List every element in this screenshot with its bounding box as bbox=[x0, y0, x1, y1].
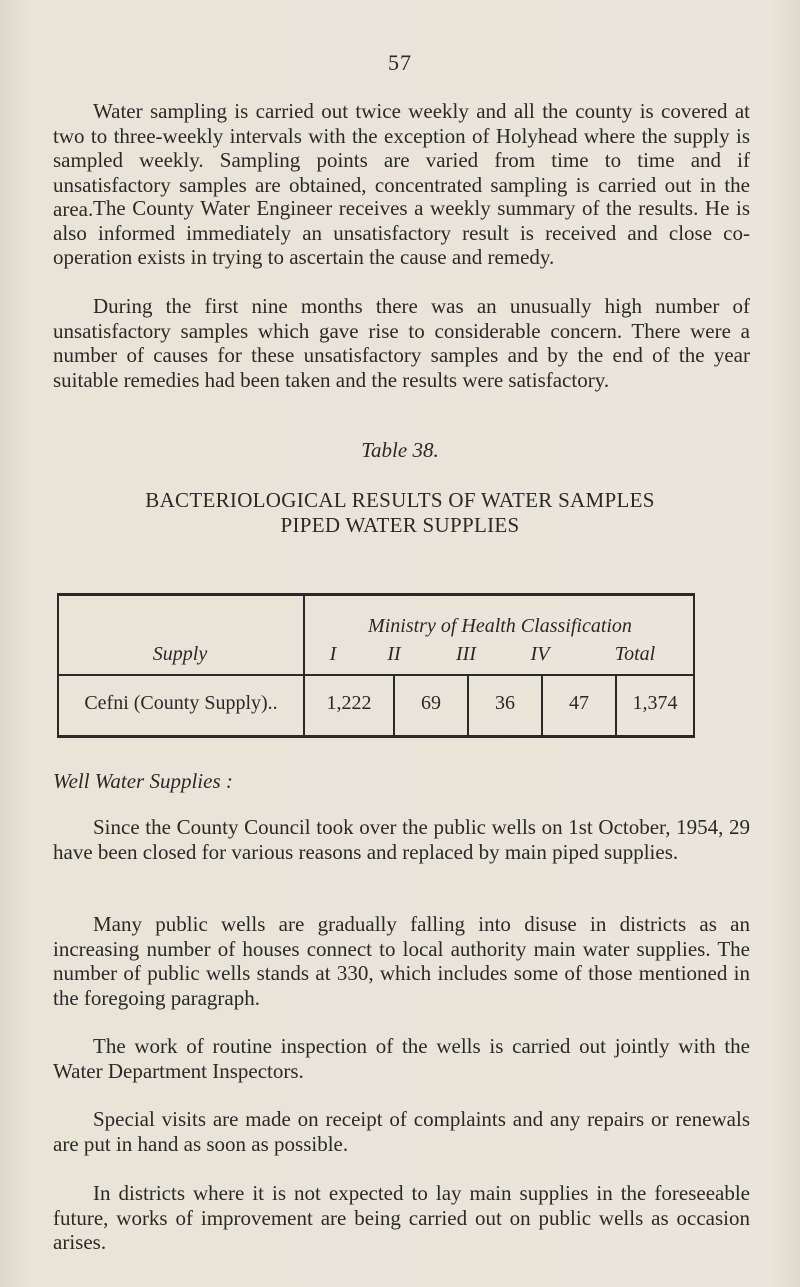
table-bottom-rule bbox=[57, 735, 695, 738]
table-header-rule bbox=[57, 674, 695, 676]
table-cell-col-3: 36 bbox=[495, 692, 515, 714]
paragraph-unsatisfactory-samples: During the first nine months there was an unusually high number of unsatisfactory samples which gave rise to considerable concern. There were a number of causes for these unsatisfactory samples and by the end of the year suitable remedies had been taken and the results were satisfactory. bbox=[53, 294, 750, 392]
table-row-supply: Cefni (County Supply).. bbox=[84, 692, 278, 714]
table-cell-col-1: 1,222 bbox=[326, 692, 372, 714]
paragraph-routine-inspection: The work of routine inspection of the wells is carried out jointly with the Water Department Inspectors. bbox=[53, 1034, 750, 1083]
table-cell-col-total: 1,374 bbox=[632, 692, 678, 714]
paragraph-water-sampling: Water sampling is carried out twice weekly and all the county is covered at two to three-weekly intervals with the exception of Holyhead where the supply is sampled weekly. Sampling points are varied from time to time and if unsatisfactory samples are obtained, concentrated sampling is carried out in the area. bbox=[53, 99, 750, 221]
page-number: 57 bbox=[388, 50, 412, 75]
paragraph-improvement-works: In districts where it is not expected to lay main supplies in the foreseeable future, works of improvement are being carried out on public wells as occasion arises. bbox=[53, 1181, 750, 1254]
paragraph-wells-closed: Since the County Council took over the public wells on 1st October, 1954, 29 have been closed for various reasons and replaced by main piped supplies. bbox=[53, 815, 750, 864]
paragraph-county-water-engineer: The County Water Engineer receives a weekly summary of the results. He is also informed immediately an unsatisfactory result is received and close co-operation exists in trying to ascertain the cause and remedy. bbox=[53, 196, 750, 269]
table-cell-col-2: 69 bbox=[421, 692, 441, 714]
table-header-col-4: IV bbox=[530, 643, 550, 665]
table-header-col-1: I bbox=[329, 643, 337, 665]
results-table bbox=[57, 593, 695, 738]
table-title-line-1: BACTERIOLOGICAL RESULTS OF WATER SAMPLES bbox=[145, 488, 655, 512]
table-header-col-2: II bbox=[387, 643, 401, 665]
table-cell-col-4: 47 bbox=[569, 692, 589, 714]
table-title bbox=[0, 488, 800, 538]
table-header-classification: Ministry of Health Classification bbox=[368, 615, 632, 637]
section-heading-well-water: Well Water Supplies : bbox=[53, 769, 233, 793]
paragraph-special-visits: Special visits are made on receipt of complaints and any repairs or renewals are put in hand as soon as possible. bbox=[53, 1107, 750, 1156]
table-header-col-3: III bbox=[456, 643, 476, 665]
table-caption: Table 38. bbox=[361, 438, 439, 462]
table-header-supply: Supply bbox=[152, 643, 208, 665]
table-top-rule bbox=[57, 593, 695, 596]
table-header-col-total: Total bbox=[614, 643, 656, 665]
table-title-line-2: PIPED WATER SUPPLIES bbox=[280, 513, 520, 537]
paragraph-wells-disuse: Many public wells are gradually falling into disuse in districts as an increasing number of houses connect to local authority main water supplies. The number of public wells stands at 330, which includes some of those mentioned in the foregoing paragraph. bbox=[53, 912, 750, 1010]
